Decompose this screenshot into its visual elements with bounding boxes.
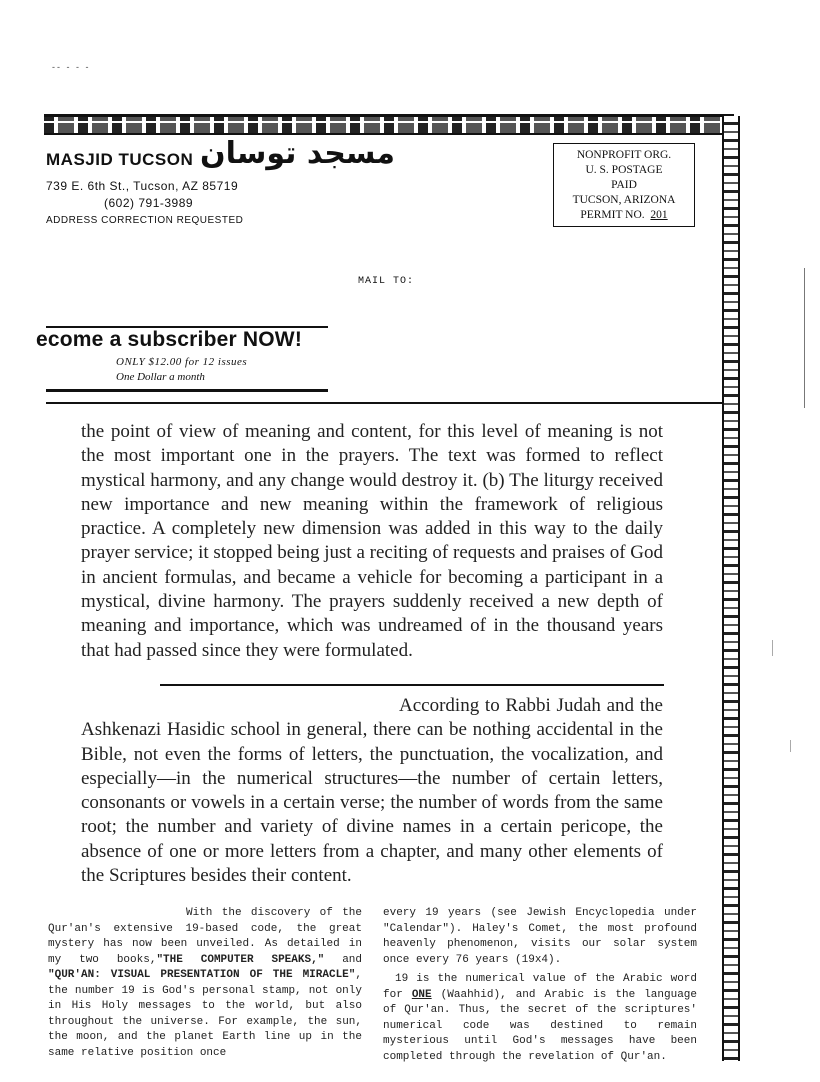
permit-label: PERMIT NO. (580, 209, 645, 221)
address-correction-note: ADDRESS CORRECTION REQUESTED (46, 215, 244, 226)
commentary-text: (Waahhid), and Arabic is the language of Qur'an. Thus, the secret of the scriptures' numerical code was destined to remain mysterious until God's messages have been completed through the revelation of Qur'an. (383, 988, 697, 1063)
decorative-right-border (722, 116, 740, 1061)
arabic-organization-name: مسجد توسان (200, 136, 395, 171)
permit-line: U. S. POSTAGE (585, 164, 663, 176)
permit-number: 201 (650, 209, 668, 221)
postage-permit-box (553, 143, 695, 227)
commentary-text: , the number 19 is God's personal stamp, not only in His Holy messages to the world, but also throughout the universe. For example, the sun, the moon, and the planet Earth line up in the same relative position once (48, 969, 362, 1059)
commentary-paragraph (48, 906, 362, 1061)
commentary-left-column (48, 906, 362, 1061)
permit-number-line (554, 208, 694, 223)
article-paragraph: According to Rabbi Judah and the Ashkenazi Hasidic school in general, there can be nothing accidental in the Bible, not even the forms of letters, the punctuation, the vocalization, and especially—in the numerical structures—the number of certain letters, consonants or vowels in a certain verse; the number of words from the same root; the number and variety of divine names in a certain pericope, the absence of one or more letters from a chapter, and many other elements of the Scriptures besides their content. (81, 695, 663, 887)
scan-edge-mark (790, 740, 791, 752)
permit-line: NONPROFIT ORG. (576, 149, 672, 161)
phone-number: (602) 791-3989 (104, 196, 194, 210)
commentary-text: With the discovery of the Qur'an's extensive 19-based code, the great mystery has now been unveiled. As detailed in my two books, (48, 907, 362, 966)
organization-name: MASJID TUCSON (46, 150, 194, 169)
subscription-price: ONLY $12.00 for 12 issues (116, 356, 248, 368)
commentary-right-column (383, 906, 697, 1065)
scan-marks: -- - - - (52, 62, 91, 72)
emphasized-word: ONE (411, 988, 432, 1001)
subscribe-headline: ecome a subscriber NOW! (36, 328, 303, 351)
scan-edge-line (804, 268, 805, 408)
mail-to-label: MAIL TO: (358, 276, 415, 287)
divider (46, 389, 328, 392)
decorative-top-border (44, 114, 734, 135)
book-title: "QUR'AN: VISUAL PRESENTATION OF THE MIRACLE" (48, 969, 356, 981)
decorative-top-border-gap (44, 121, 734, 123)
commentary-text: and (324, 953, 362, 966)
divider (46, 402, 722, 404)
scan-edge-mark (772, 640, 773, 656)
commentary-text: 19 is the numerical value of the Arabic word for (383, 973, 697, 1001)
article-paragraph: the point of view of meaning and content, for this level of meaning is not the most important one in the prayers. The text was formed to reflect mystical harmony, and any change would destroy it. (b) The liturgy received new importance and new meaning within the framework of religious practice. A completely new dimension was added in this way to the daily prayer service; it stopped being just a reciting of requests and praises of God in ancient formulas, and became a vehicle for becoming a participant in a mystical, divine harmony. The prayers suddenly received a new depth of meaning and importance, which was undreamed of in the thousand years that had passed since they were formulated. (81, 421, 663, 661)
commentary-paragraph (383, 972, 697, 1065)
street-address: 739 E. 6th St., Tucson, AZ 85719 (46, 179, 239, 193)
book-title: "THE COMPUTER SPEAKS," (156, 953, 325, 966)
commentary-paragraph: every 19 years (see Jewish Encyclopedia under "Calendar"). Haley's Comet, the most profound heavenly phenomenon, visits our solar system once every 76 years (19x4). (383, 907, 697, 966)
permit-line: PAID (611, 179, 637, 191)
permit-line: TUCSON, ARIZONA (572, 194, 676, 206)
subscription-monthly: One Dollar a month (116, 371, 205, 383)
divider (160, 684, 664, 686)
